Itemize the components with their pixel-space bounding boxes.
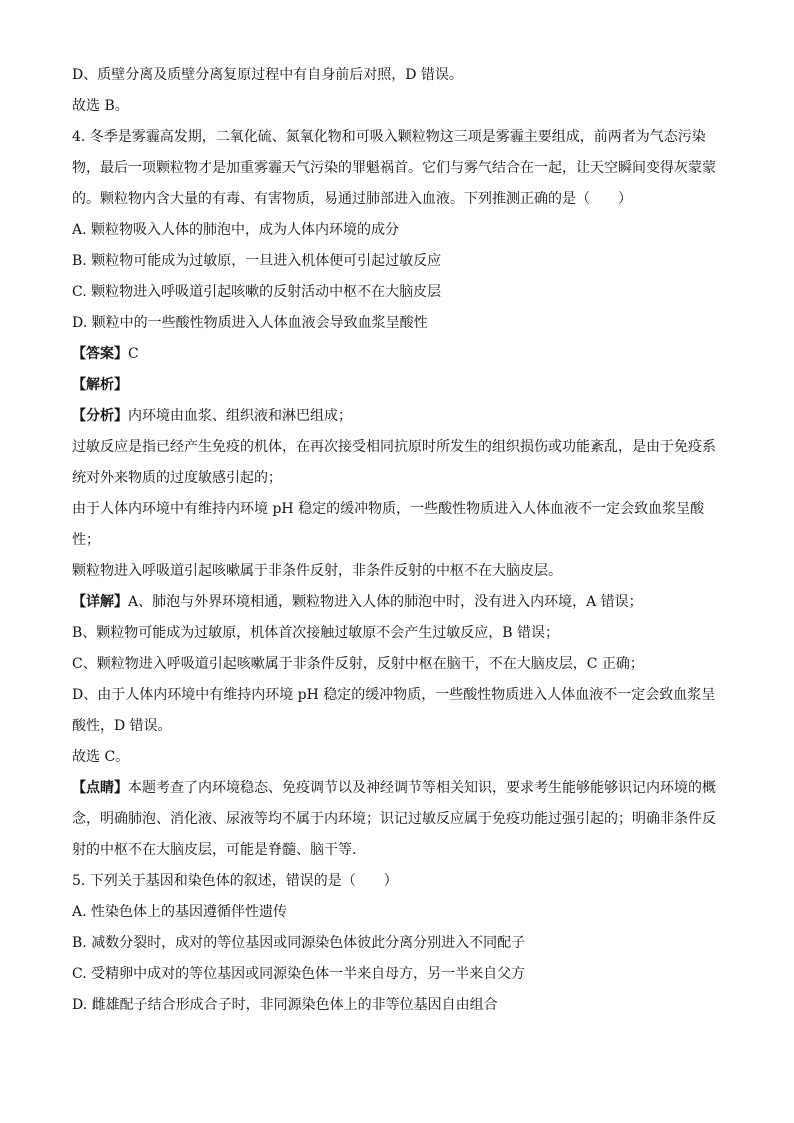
q4-dianjing-line-3: 射的中枢不在大脑皮层，可能是脊髓、脑干等. [72, 842, 357, 858]
q4-xiangjie-line-1 [72, 587, 722, 618]
q4-xiangjie-line-2: B、颗粒物可能成为过敏原，机体首次接触过敏原不会产生过敏反应，B 错误； [72, 625, 560, 641]
q3-choice: 故选 B。 [72, 98, 129, 114]
q4-fenxi-line-5: 性； [72, 532, 100, 548]
q5-option-a: A. 性染色体上的基因遵循伴性遗传 [72, 904, 288, 920]
fenxi-text: 内环境由血浆、组织液和淋巴组成； [128, 408, 352, 424]
q5-stem: 5. 下列关于基因和染色体的叙述，错误的是（ ） [72, 873, 398, 889]
answer-value: C [128, 346, 139, 362]
q4-option-a: A. 颗粒物吸入人体的肺泡中，成为人体内环境的成分 [72, 222, 400, 238]
document-page [72, 60, 722, 1021]
q4-xiangjie-line-4: D、由于人体内环境中有维持内环境 pH 稳定的缓冲物质，一些酸性物质进入人体血液不一定会致血浆呈 [72, 687, 716, 703]
q4-xiangjie-line-5: 酸性，D 错误。 [72, 718, 172, 734]
dianjing-tag: 【点睛】 [72, 780, 128, 796]
dianjing-text: 本题考查了内环境稳态、免疫调节以及神经调节等相关知识，要求考生能够能够识记内环境的概 [128, 780, 716, 796]
xiangjie-text: A、肺泡与外界环境相通，颗粒物进入人体的肺泡中时，没有进入内环境，A 错误； [128, 594, 643, 610]
analysis-tag: 【解析】 [72, 377, 128, 393]
q4-answer [72, 339, 722, 370]
xiangjie-tag: 【详解】 [72, 594, 128, 610]
q4-stem-line-3: 的。颗粒物内含大量的有毒、有害物质，易通过肺部进入血液。下列推测正确的是（ ） [72, 191, 632, 207]
fenxi-tag: 【分析】 [72, 408, 128, 424]
q5-option-c: C. 受精卵中成对的等位基因或同源染色体一半来自母方，另一半来自父方 [72, 966, 526, 982]
q4-analysis-heading [72, 370, 722, 401]
q4-fenxi-line-6: 颗粒物进入呼吸道引起咳嗽属于非条件反射，非条件反射的中枢不在大脑皮层。 [72, 563, 562, 579]
q4-fenxi-line-2: 过敏反应是指已经产生免疫的机体，在再次接受相同抗原时所发生的组织损伤或功能紊乱，是由于免疫系 [72, 439, 716, 455]
q4-choice: 故选 C。 [72, 749, 130, 765]
q4-dianjing-line-1 [72, 773, 722, 804]
q5-option-d: D. 雌雄配子结合形成合子时，非同源染色体上的非等位基因自由组合 [72, 997, 498, 1013]
q4-fenxi-line-3: 统对外来物质的过度敏感引起的； [72, 470, 282, 486]
q4-fenxi-line-1 [72, 401, 722, 432]
q3-option-d-explanation: D、质壁分离及质壁分离复原过程中有自身前后对照，D 错误。 [72, 67, 463, 83]
q4-option-b: B. 颗粒物可能成为过敏原，一旦进入机体便可引起过敏反应 [72, 253, 442, 269]
q4-dianjing-line-2: 念，明确肺泡、消化液、尿液等均不属于内环境；识记过敏反应属于免疫功能过强引起的；明确非条件反 [72, 811, 716, 827]
q4-option-d: D. 颗粒中的一些酸性物质进入人体血液会导致血浆呈酸性 [72, 315, 428, 331]
answer-tag: 【答案】 [72, 346, 128, 362]
q4-fenxi-line-4: 由于人体内环境中有维持内环境 pH 稳定的缓冲物质，一些酸性物质进入人体血液不一定会致血浆呈酸 [72, 501, 705, 517]
q4-stem-line-1: 4. 冬季是雾霾高发期，二氧化硫、氮氧化物和可吸入颗粒物这三项是雾霾主要组成，前两者为气态污染 [72, 129, 706, 145]
q5-option-b: B. 减数分裂时，成对的等位基因或同源染色体彼此分离分别进入不同配子 [72, 935, 526, 951]
q4-stem-line-2: 物，最后一项颗粒物才是加重雾霾天气污染的罪魁祸首。它们与雾气结合在一起，让天空瞬间变得灰蒙蒙 [72, 160, 716, 176]
q4-option-c: C. 颗粒物进入呼吸道引起咳嗽的反射活动中枢不在大脑皮层 [72, 284, 442, 300]
q4-xiangjie-line-3: C、颗粒物进入呼吸道引起咳嗽属于非条件反射，反射中枢在脑干，不在大脑皮层，C 正确； [72, 656, 644, 672]
